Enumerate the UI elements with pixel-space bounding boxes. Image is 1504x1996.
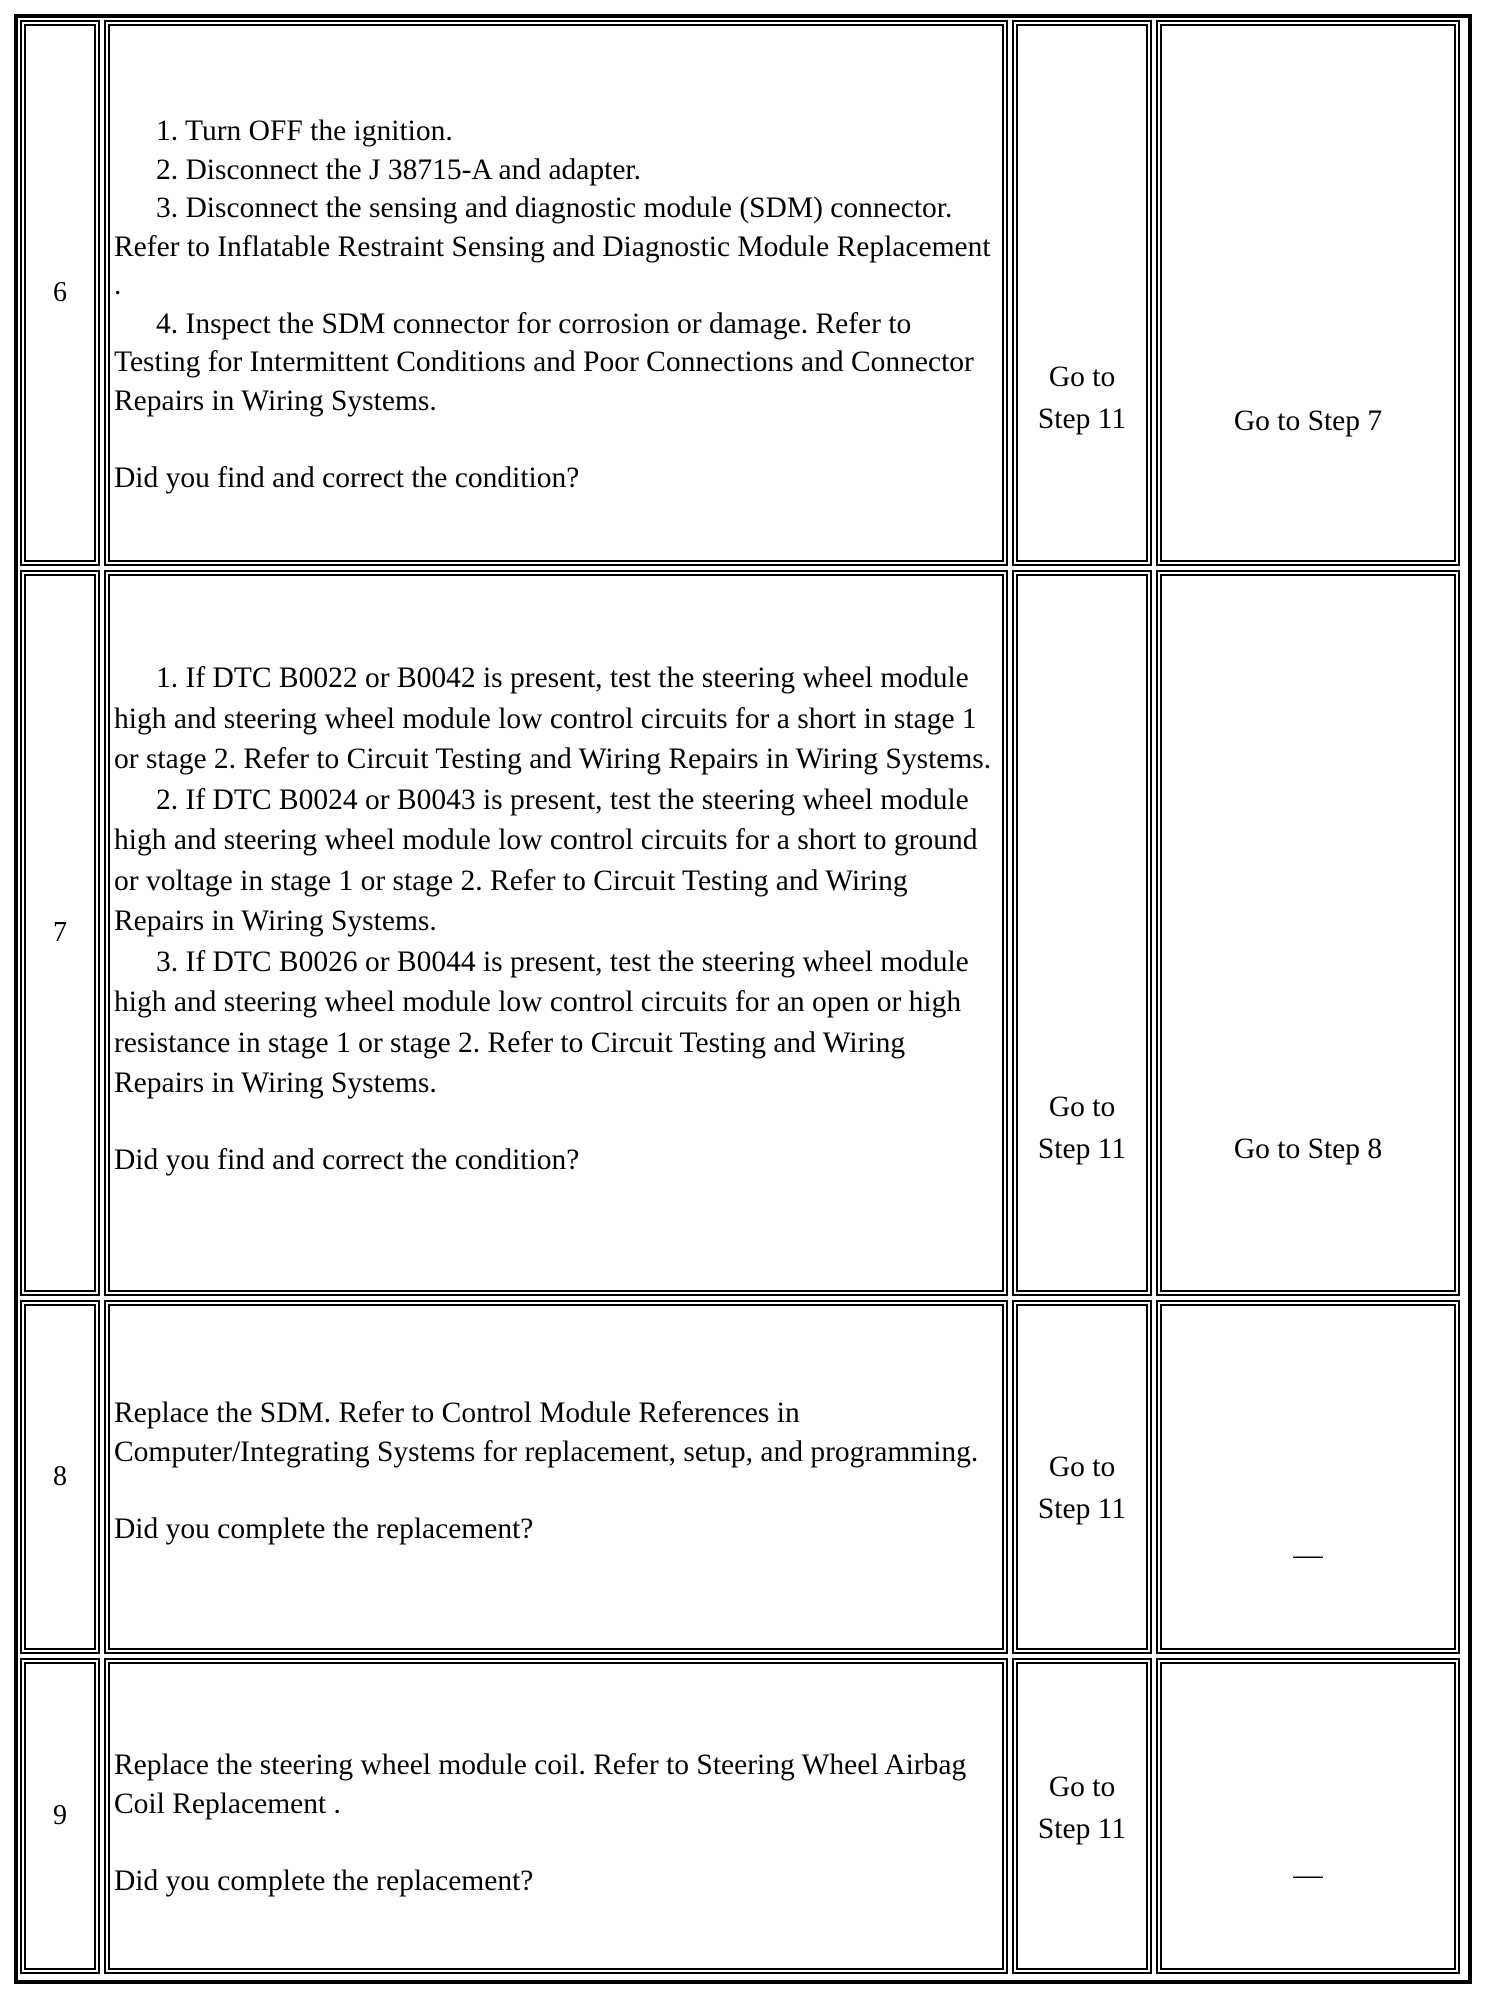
- action-text: Replace the SDM. Refer to Control Module References in Computer/Integrating Systems for replacement, setup, and programming.: [114, 1397, 979, 1468]
- action-cell: [104, 20, 1008, 566]
- action-cell: [104, 1300, 1008, 1654]
- yes-line: Go to: [1048, 1091, 1116, 1123]
- step-number: 8: [53, 1461, 67, 1492]
- step-number-cell: [20, 570, 100, 1296]
- action-item: 1. If DTC B0022 or B0042 is present, test the steering wheel module high and steering wheel module low control circuits for a short in stage 1 or stage 2. Refer to Circuit Testing and Wiring Repairs in Wiring Systems.: [114, 662, 992, 775]
- action-question: Did you complete the replacement?: [114, 1864, 534, 1897]
- yes-step: Step 11: [1037, 1813, 1127, 1845]
- no-cell: [1156, 1658, 1460, 1974]
- no-result: —: [1293, 1859, 1323, 1891]
- yes-line: Go to: [1048, 1451, 1116, 1483]
- yes-cell: [1012, 20, 1152, 566]
- yes-line: Go to: [1048, 1771, 1116, 1803]
- no-result: —: [1293, 1539, 1323, 1571]
- no-cell: [1156, 570, 1460, 1296]
- no-cell: [1156, 1300, 1460, 1654]
- step-number: 6: [53, 277, 67, 308]
- action-question: Did you complete the replacement?: [114, 1512, 534, 1545]
- yes-cell: [1012, 1658, 1152, 1974]
- yes-line: Go to: [1048, 361, 1116, 393]
- no-cell: [1156, 20, 1460, 566]
- step-number-cell: [20, 1658, 100, 1974]
- action-item: 3. Disconnect the sensing and diagnostic module (SDM) connector. Refer to Inflatable Restraint Sensing and Diagnostic Module Replacement .: [114, 192, 991, 301]
- no-result: Go to Step 7: [1233, 405, 1383, 437]
- yes-step: Step 11: [1037, 1133, 1127, 1165]
- yes-cell: [1012, 570, 1152, 1296]
- step-number: 9: [53, 1800, 67, 1831]
- action-item: 1. Turn OFF the ignition.: [156, 115, 453, 147]
- action-question: Did you find and correct the condition?: [114, 1143, 580, 1176]
- step-number-cell: [20, 20, 100, 566]
- action-cell: [104, 1658, 1008, 1974]
- action-item: 2. If DTC B0024 or B0043 is present, test the steering wheel module high and steering wheel module low control circuits for a short to ground or voltage in stage 1 or stage 2. Refer to Circuit Testing and Wiring Repairs in Wiring Systems.: [114, 783, 978, 937]
- step-number: 7: [53, 917, 67, 948]
- action-text: Replace the steering wheel module coil. Refer to Steering Wheel Airbag Coil Replacement .: [114, 1749, 967, 1820]
- action-cell: [104, 570, 1008, 1296]
- yes-cell: [1012, 1300, 1152, 1654]
- action-item: 2. Disconnect the J 38715-A and adapter.: [156, 153, 641, 186]
- yes-step: Step 11: [1037, 1493, 1127, 1525]
- step-number-cell: [20, 1300, 100, 1654]
- yes-step: Step 11: [1037, 403, 1127, 435]
- action-item: 3. If DTC B0026 or B0044 is present, test the steering wheel module high and steering wheel module low control circuits for an open or high resistance in stage 1 or stage 2. Refer to Circuit Testing and Wiring Repairs in Wiring Systems.: [114, 945, 969, 1099]
- no-result: Go to Step 8: [1233, 1133, 1383, 1165]
- action-question: Did you find and correct the condition?: [114, 461, 580, 494]
- action-item: 4. Inspect the SDM connector for corrosion or damage. Refer to Testing for Intermittent Conditions and Poor Connections and Connector Repairs in Wiring Systems.: [114, 307, 974, 417]
